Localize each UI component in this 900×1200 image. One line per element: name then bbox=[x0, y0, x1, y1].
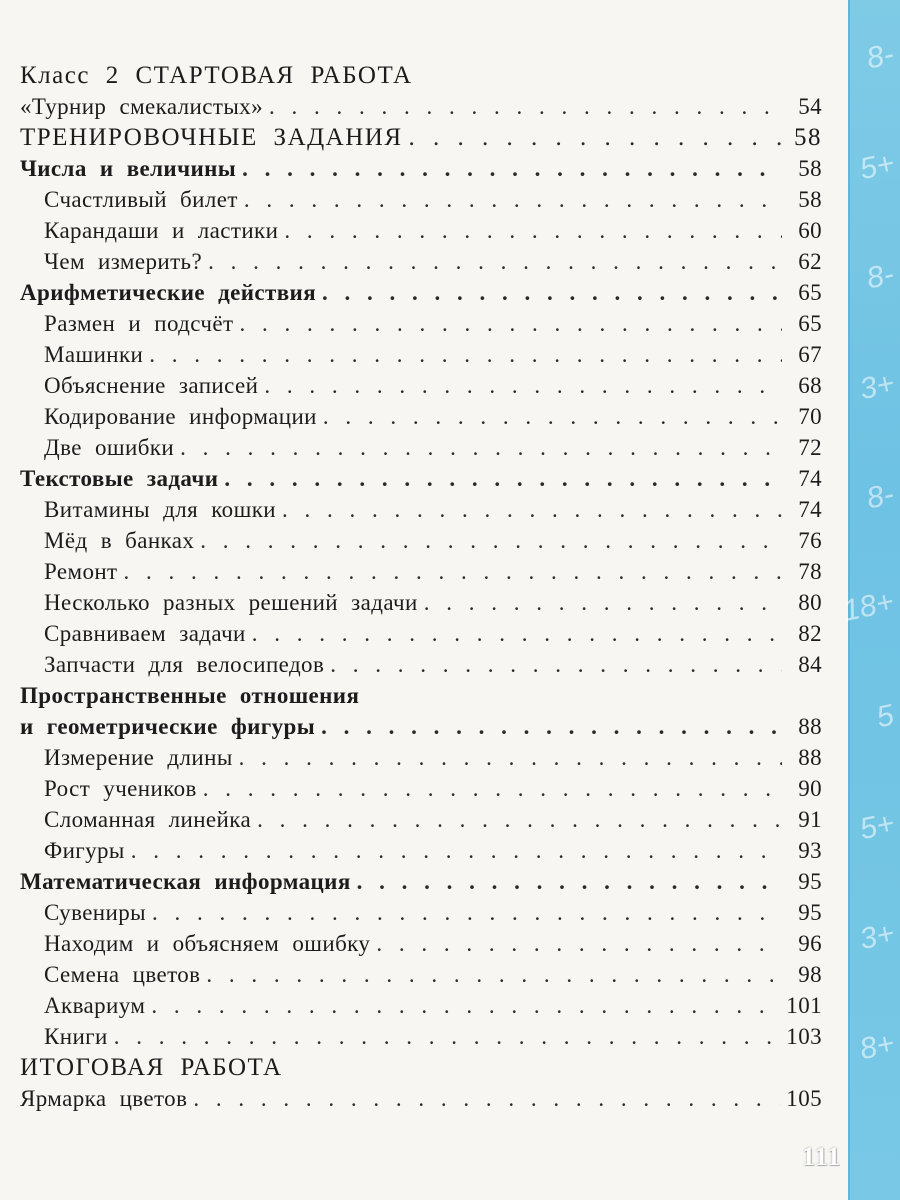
dot-leader bbox=[203, 773, 782, 804]
toc-entry-title: Ярмарка цветов bbox=[20, 1086, 188, 1111]
toc-entry bbox=[20, 463, 822, 494]
dot-leader bbox=[282, 494, 782, 525]
toc-entry-title: Машинки bbox=[44, 342, 144, 367]
toc-subentry bbox=[20, 246, 822, 277]
dot-leader bbox=[322, 277, 782, 308]
dot-leader bbox=[269, 91, 782, 122]
toc-subentry bbox=[20, 990, 822, 1021]
dot-leader bbox=[193, 1083, 780, 1114]
dot-leader bbox=[206, 959, 782, 990]
toc-entry bbox=[20, 866, 822, 897]
dot-leader bbox=[284, 215, 782, 246]
toc-page-number: 91 bbox=[798, 807, 822, 832]
strip-glyph: 8- bbox=[864, 37, 898, 76]
toc-entry bbox=[20, 153, 822, 184]
toc-entry bbox=[20, 91, 822, 122]
section-heading: Класс 2 СТАРТОВАЯ РАБОТА bbox=[20, 62, 413, 89]
dot-leader bbox=[208, 246, 782, 277]
decorative-margin-strip bbox=[840, 0, 900, 1200]
toc-entry bbox=[20, 277, 822, 308]
dot-leader bbox=[200, 525, 782, 556]
toc-entry-title: Рост учеников bbox=[44, 776, 197, 801]
toc-entry-title: Ремонт bbox=[44, 559, 118, 584]
toc-page-number: 98 bbox=[798, 962, 822, 987]
toc-page-number: 68 bbox=[798, 373, 822, 398]
toc-entry-title: Две ошибки bbox=[44, 435, 175, 460]
toc-heading-line: Пространственные отношения bbox=[20, 683, 360, 708]
toc-entry-title: Объяснение записей bbox=[44, 373, 259, 398]
section-heading: ИТОГОВАЯ РАБОТА bbox=[20, 1054, 283, 1081]
toc-entry-title: Арифметические действия bbox=[20, 280, 317, 305]
dot-leader bbox=[357, 866, 782, 897]
toc-entry-title: ТРЕНИРОВОЧНЫЕ ЗАДАНИЯ bbox=[20, 124, 403, 151]
toc-subentry bbox=[20, 618, 822, 649]
toc-subentry bbox=[20, 804, 822, 835]
dot-leader bbox=[376, 928, 782, 959]
toc-entry-title: Математическая информация bbox=[20, 869, 351, 894]
dot-leader bbox=[244, 184, 782, 215]
toc-entry-title: Аквариум bbox=[44, 993, 146, 1018]
toc-entry-title: Измерение длины bbox=[44, 745, 233, 770]
strip-glyph: 18+ bbox=[840, 585, 897, 628]
toc-page-number: 93 bbox=[798, 838, 822, 863]
dot-leader bbox=[257, 804, 782, 835]
toc-page-number: 95 bbox=[798, 900, 822, 925]
toc-entry-title: Чем измерить? bbox=[44, 249, 203, 274]
toc-subentry bbox=[20, 215, 822, 246]
toc-subentry bbox=[20, 649, 822, 680]
toc-page-number: 80 bbox=[798, 590, 822, 615]
toc-entry-title: Запчасти для велосипедов bbox=[44, 652, 325, 677]
toc-subentry bbox=[20, 928, 822, 959]
toc-entry bbox=[20, 711, 822, 742]
toc-subentry bbox=[20, 525, 822, 556]
dot-leader bbox=[180, 432, 782, 463]
toc-entry-title: Счастливый билет bbox=[44, 187, 238, 212]
toc-page-number: 78 bbox=[798, 559, 822, 584]
toc-entry-title: Находим и объясняем ошибку bbox=[44, 931, 371, 956]
toc-entry-title: Сувениры bbox=[44, 900, 146, 925]
toc-subentry bbox=[20, 773, 822, 804]
toc-entry-title: Несколько разных решений задачи bbox=[44, 590, 418, 615]
toc-subentry bbox=[20, 835, 822, 866]
toc-page-number: 67 bbox=[798, 342, 822, 367]
toc-page-number: 58 bbox=[798, 156, 822, 181]
toc-subentry bbox=[20, 339, 822, 370]
toc-entry-title: Мёд в банках bbox=[44, 528, 195, 553]
dot-leader bbox=[252, 618, 782, 649]
toc-entry bbox=[20, 1083, 822, 1114]
toc-subentry bbox=[20, 959, 822, 990]
toc-page-number: 101 bbox=[786, 993, 822, 1018]
toc-entry bbox=[20, 122, 822, 153]
toc-page-number: 90 bbox=[798, 776, 822, 801]
toc-entry-title: Размен и подсчёт bbox=[44, 311, 234, 336]
dot-leader bbox=[321, 711, 782, 742]
dot-leader bbox=[152, 897, 782, 928]
dot-leader bbox=[242, 153, 782, 184]
strip-glyph: 8- bbox=[864, 477, 898, 516]
toc-entry-title: «Турнир смекалистых» bbox=[20, 94, 263, 119]
toc-subentry bbox=[20, 1021, 822, 1052]
table-of-contents bbox=[20, 60, 822, 1114]
toc-subentry bbox=[20, 308, 822, 339]
toc-page-number: 70 bbox=[798, 404, 822, 429]
dot-leader bbox=[323, 401, 782, 432]
toc-subentry bbox=[20, 742, 822, 773]
toc-page-number: 72 bbox=[798, 435, 822, 460]
toc-subentry bbox=[20, 556, 822, 587]
dot-leader bbox=[131, 835, 782, 866]
toc-entry-title: и геометрические фигуры bbox=[20, 714, 316, 739]
dot-leader bbox=[264, 370, 782, 401]
toc-page-number: 74 bbox=[798, 497, 822, 522]
dot-leader bbox=[124, 556, 782, 587]
toc-page-number: 58 bbox=[794, 124, 822, 151]
toc-subentry bbox=[20, 401, 822, 432]
toc-page-number: 82 bbox=[798, 621, 822, 646]
strip-glyph: 8+ bbox=[856, 1026, 897, 1067]
dot-leader bbox=[409, 122, 782, 153]
toc-page-number: 65 bbox=[798, 280, 822, 305]
strip-glyph: 5+ bbox=[856, 806, 897, 847]
strip-glyph: 5 bbox=[873, 698, 898, 735]
dot-leader bbox=[239, 308, 782, 339]
toc-page-number: 84 bbox=[798, 652, 822, 677]
toc-page-number: 95 bbox=[798, 869, 822, 894]
dot-leader bbox=[149, 339, 782, 370]
toc-entry-title: Кодирование информации bbox=[44, 404, 317, 429]
dot-leader bbox=[114, 1021, 781, 1052]
toc-subentry bbox=[20, 494, 822, 525]
toc-subentry bbox=[20, 587, 822, 618]
toc-entry-title: Карандаши и ластики bbox=[44, 218, 279, 243]
dot-leader bbox=[424, 587, 782, 618]
dot-leader bbox=[151, 990, 780, 1021]
strip-glyph: 3+ bbox=[856, 366, 897, 407]
strip-glyph: 8- bbox=[864, 257, 898, 296]
toc-entry-title: Фигуры bbox=[44, 838, 125, 863]
toc-page-number: 96 bbox=[798, 931, 822, 956]
strip-glyph: 3+ bbox=[856, 916, 897, 957]
toc-page-number: 88 bbox=[798, 745, 822, 770]
dot-leader bbox=[224, 463, 782, 494]
toc-entry-title: Витамины для кошки bbox=[44, 497, 276, 522]
strip-glyph: 5+ bbox=[856, 146, 897, 187]
toc-entry-title: Сравниваем задачи bbox=[44, 621, 246, 646]
toc-page-number: 60 bbox=[798, 218, 822, 243]
toc-entry-title: Книги bbox=[44, 1024, 108, 1049]
toc-subentry bbox=[20, 184, 822, 215]
toc-entry-title: Семена цветов bbox=[44, 962, 201, 987]
toc-entry-title: Текстовые задачи bbox=[20, 466, 219, 491]
toc-subentry bbox=[20, 370, 822, 401]
toc-entry-title: Сломанная линейка bbox=[44, 807, 252, 832]
toc-page-number: 103 bbox=[786, 1024, 822, 1049]
toc-subentry bbox=[20, 432, 822, 463]
toc-page-number: 76 bbox=[798, 528, 822, 553]
dot-leader bbox=[239, 742, 782, 773]
toc-page-number: 58 bbox=[798, 187, 822, 212]
page-number: 111 bbox=[802, 1142, 842, 1171]
toc-page-number: 62 bbox=[798, 249, 822, 274]
toc-page-number: 65 bbox=[798, 311, 822, 336]
dot-leader bbox=[330, 649, 782, 680]
toc-page-number: 54 bbox=[798, 94, 822, 119]
toc-page-number: 88 bbox=[798, 714, 822, 739]
toc-entry-title: Числа и величины bbox=[20, 156, 237, 181]
toc-page-number: 74 bbox=[798, 466, 822, 491]
toc-subentry bbox=[20, 897, 822, 928]
toc-page-number: 105 bbox=[786, 1086, 822, 1111]
